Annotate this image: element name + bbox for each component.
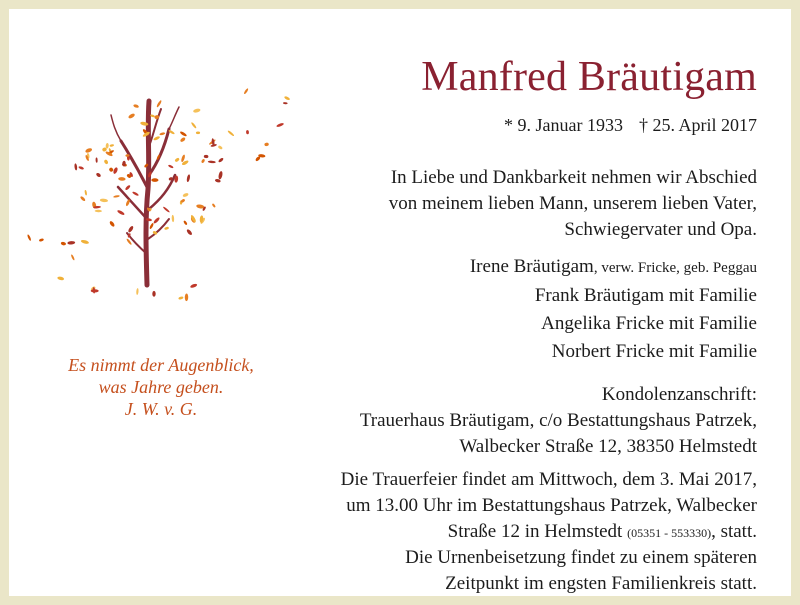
leaf-shape xyxy=(193,108,201,113)
leaf-shape xyxy=(183,220,188,225)
leaf-shape xyxy=(168,164,174,168)
leaf-shape xyxy=(204,155,209,158)
leaf-shape xyxy=(80,239,89,244)
leaf-shape xyxy=(218,145,223,150)
quote-line-1: Es nimmt der Augenblick, xyxy=(68,355,254,375)
leaf-shape xyxy=(74,163,77,170)
leaf-shape xyxy=(191,122,197,129)
leaf-shape xyxy=(118,177,126,181)
mourners-list xyxy=(470,253,757,366)
leaf-shape xyxy=(246,130,249,134)
leaf-shape xyxy=(105,143,108,149)
leaf-shape xyxy=(84,190,87,196)
mourner-note: , verw. Fricke, geb. Peggau xyxy=(593,260,757,276)
leaf-shape xyxy=(132,191,139,196)
service-line: um 13.00 Uhr im Bestattungshaus Patrzek, Walbecker xyxy=(346,495,757,516)
leaf-shape xyxy=(113,195,120,198)
leaf-shape xyxy=(95,172,101,178)
service-info xyxy=(341,467,757,546)
leaf-shape xyxy=(171,215,174,222)
condolence-address xyxy=(360,382,757,460)
leaf-shape xyxy=(113,167,119,175)
leaf-shape xyxy=(39,238,44,242)
farewell-line: Schwiegervater und Opa. xyxy=(564,219,757,240)
mourner-name: Irene Bräutigam xyxy=(469,256,594,277)
farewell-line: In Liebe und Dankbarkeit nehmen wir Abschied xyxy=(390,167,757,188)
leaf-shape xyxy=(149,223,154,230)
leaf-shape xyxy=(196,131,200,134)
leaf-shape xyxy=(227,130,235,137)
farewell-line: von meinem lieben Mann, unserem lieben Vater, xyxy=(388,193,757,214)
mourner-name: Norbert Fricke mit Familie xyxy=(551,341,757,362)
leaf-shape xyxy=(80,196,86,202)
mourner-name: Angelika Fricke mit Familie xyxy=(541,313,757,334)
leaf-shape xyxy=(128,113,136,120)
leaf-shape xyxy=(67,241,75,245)
leaf-shape xyxy=(127,225,134,233)
service-phone: (05351 - 553330) xyxy=(627,526,712,540)
leaf-shape xyxy=(186,229,193,236)
urn-line: Zeitpunkt im engsten Familienkreis statt. xyxy=(445,573,757,594)
leaf-shape xyxy=(104,159,109,165)
leaf-shape xyxy=(159,132,165,136)
leaf-shape xyxy=(78,166,84,170)
quote-line-2: was Jahre geben. xyxy=(98,377,224,397)
leaf-shape xyxy=(178,296,184,300)
leaf-shape xyxy=(208,160,216,163)
leaf-shape xyxy=(109,144,114,147)
condolence-line: Walbecker Straße 12, 38350 Helmstedt xyxy=(459,436,757,457)
leaf-shape xyxy=(163,206,171,213)
leaf-shape xyxy=(153,136,160,141)
leaf-shape xyxy=(243,88,249,95)
leaf-shape xyxy=(179,131,187,137)
leaf-shape xyxy=(164,226,169,230)
birth-date: * 9. Januar 1933 xyxy=(504,115,623,135)
leaf-shape xyxy=(201,158,205,163)
leaf-shape xyxy=(218,157,224,163)
leaf-shape xyxy=(60,241,66,245)
service-line: Die Trauerfeier findet am Mittwoch, dem 3. Mai 2017, xyxy=(340,469,757,490)
leaf-shape xyxy=(218,171,223,180)
life-dates xyxy=(504,115,757,136)
leaf-shape xyxy=(125,184,131,190)
leaf-shape xyxy=(212,203,216,208)
urn-line: Die Urnenbeisetzung findet zu einem späteren xyxy=(405,547,757,568)
service-line xyxy=(341,519,757,546)
leaf-shape xyxy=(96,157,98,162)
leaf-shape xyxy=(57,276,64,281)
autumn-tree-icon xyxy=(23,79,293,319)
quote xyxy=(31,354,291,420)
mourner-name: Frank Bräutigam mit Familie xyxy=(534,285,757,306)
deceased-name: Manfred Bräutigam xyxy=(421,54,757,100)
leaf-shape xyxy=(182,192,189,197)
leaf-shape xyxy=(70,254,75,261)
leaf-shape xyxy=(174,157,180,162)
leaf-shape xyxy=(276,122,284,127)
condolence-line: Trauerhaus Bräutigam, c/o Bestattungshaus Patrzek, xyxy=(359,410,757,431)
leaf-shape xyxy=(136,288,139,295)
urn-info xyxy=(405,545,757,597)
leaf-shape xyxy=(190,283,198,289)
leaf-shape xyxy=(91,289,99,292)
leaf-shape xyxy=(283,102,288,104)
service-end: , statt. xyxy=(711,521,757,542)
service-place: Straße 12 in Helmstedt xyxy=(447,521,623,542)
leaf-shape xyxy=(117,209,125,216)
condolence-label: Kondolenzanschrift: xyxy=(601,384,757,405)
leaf-shape xyxy=(27,234,32,241)
leaf-shape xyxy=(100,198,109,202)
leaf-shape xyxy=(133,104,139,109)
leaf-shape xyxy=(264,142,269,146)
leaf-shape xyxy=(108,167,114,173)
farewell-text xyxy=(389,165,757,243)
leaf-shape xyxy=(151,178,158,182)
leaf-shape xyxy=(180,137,187,143)
leaf-shape xyxy=(152,291,155,297)
leaf-shape xyxy=(156,100,162,108)
leaf-shape xyxy=(186,174,190,182)
leaf-shape xyxy=(185,293,189,301)
leaf-shape xyxy=(153,217,161,225)
mourner-widow xyxy=(470,253,757,282)
leaf-shape xyxy=(284,96,291,101)
quote-author: J. W. v. G. xyxy=(124,399,198,419)
death-date: † 25. April 2017 xyxy=(638,115,757,135)
leaf-shape xyxy=(95,210,102,213)
leaf-shape xyxy=(85,147,93,153)
leaf-shape xyxy=(109,220,116,227)
